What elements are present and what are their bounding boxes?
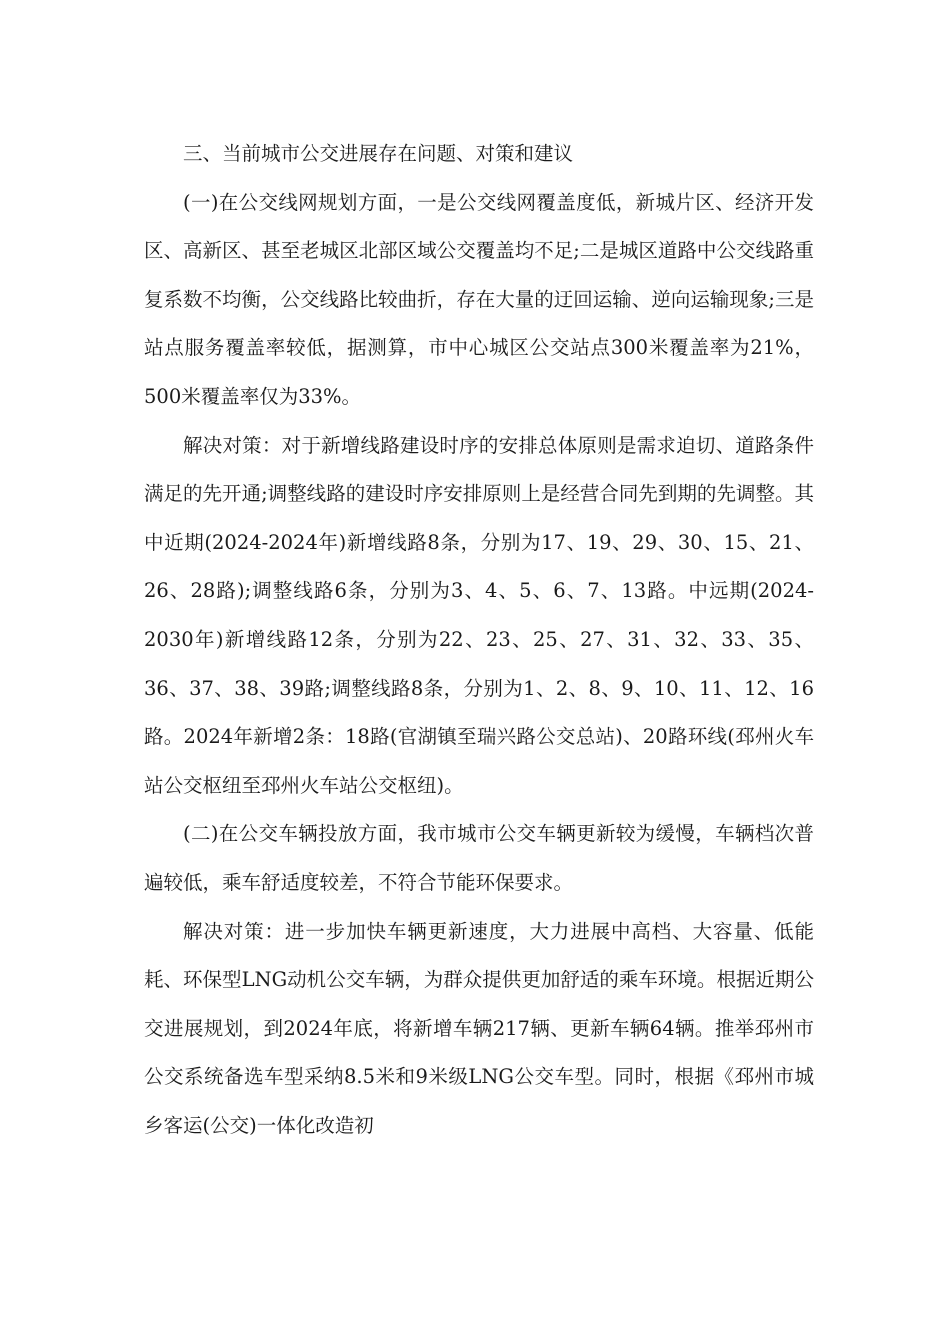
paragraph-network-solution: 解决对策：对于新增线路建设时序的安排总体原则是需求迫切、道路条件满足的先开通;调整线路的建设时序安排原则上是经营合同先到期的先调整。其中近期(2024-2024年)新增线路8条，分别为17、19、29、30、15、21、26、28路);调整线路6条，分别为3、4、5、6、7、13路。中远期(2024-2030年)新增线路12条，分别为22、23、25、27、31、32、33、35、36、37、38、39路;调整线路8条，分别为1、2、8、9、10、11、12、16路。2024年新增2条：18路(官湖镇至瑞兴路公交总站)、20路环线(邳州火车站公交枢纽至邳州火车站公交枢纽)。 bbox=[144, 433, 814, 797]
paragraph-network-planning: (一)在公交线网规划方面，一是公交线网覆盖度低，新城片区、经济开发区、高新区、甚至老城区北部区域公交覆盖均不足;二是城区道路中公交线路重复系数不均衡，公交线路比较曲折，存在大量的迂回运输、逆向运输现象;三是站点服务覆盖率较低，据测算，市中心城区公交站点300米覆盖率为21%，500米覆盖率仅为33%。 bbox=[144, 190, 814, 408]
paragraph-vehicle-issue: (二)在公交车辆投放方面，我市城市公交车辆更新较为缓慢，车辆档次普遍较低，乘车舒适度较差，不符合节能环保要求。 bbox=[144, 822, 814, 894]
section-heading: 三、当前城市公交进展存在问题、对策和建议 bbox=[183, 142, 574, 165]
paragraph-vehicle-solution: 解决对策：进一步加快车辆更新速度，大力进展中高档、大容量、低能耗、环保型LNG动机公交车辆，为群众提供更加舒适的乘车环境。根据近期公交进展规划，到2024年底，将新增车辆217辆、更新车辆64辆。推举邳州市公交系统备选车型采纳8.5米和9米级LNG公交车型。同时，根据《邳州市城乡客运(公交)一体化改造初 bbox=[144, 919, 814, 1137]
document-body bbox=[144, 130, 814, 1150]
